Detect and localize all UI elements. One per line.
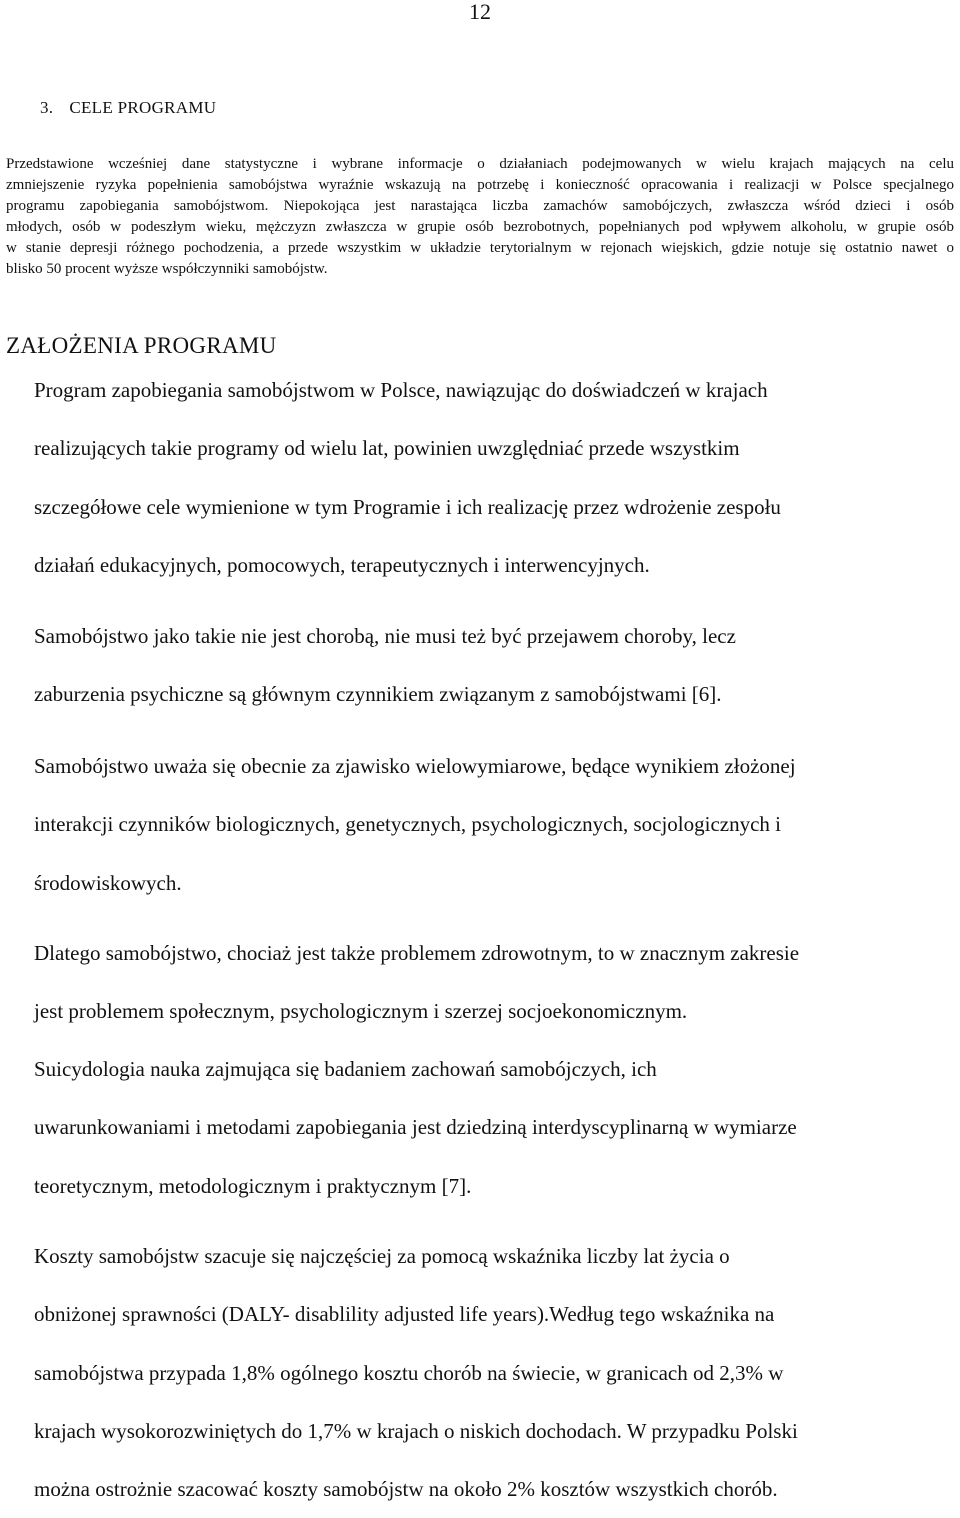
body-line: realizujących takie programy od wielu lat, powinien uwzględniać przede wszystkim [34,436,740,461]
body-line: Dlatego samobójstwo, chociaż jest także problemem zdrowotnym, to w znacznym zakresie [34,941,800,965]
intro-line: zmniejszenie ryzyka popełnienia samobójstwa wyraźnie wskazują na potrzebę i konieczność opracowania i realizacji w Polsce specjalnego [6,177,954,193]
body-paragraph [34,1227,954,1518]
body-line: zaburzenia psychiczne są głównym czynnikiem związanym z samobójstwami [6]. [34,682,722,707]
section-number: 3. [40,98,54,117]
body-line: teoretycznym, metodologicznym i praktycznym [7]. [34,1173,472,1198]
intro-line: młodych, osób w podeszłym wieku, mężczyzn zwłaszcza w grupie osób bezrobotnych, popełnianych pod wpływem alkoholu, w grupie osób [6,219,954,235]
body-line: Program zapobiegania samobójstwom w Polsce, nawiązując do doświadczeń w krajach [34,378,768,402]
section-title: CELE PROGRAMU [69,98,217,117]
body-line: Koszty samobójstw szacuje się najczęściej za pomocą wskaźnika liczby lat życia o [34,1244,730,1268]
intro-line: blisko 50 procent wyższe współczynniki samobójstw. [6,261,328,277]
body-line: interakcji czynników biologicznych, genetycznych, psychologicznych, socjologicznych i [34,812,782,837]
assumptions-heading: ZAŁOŻENIA PROGRAMU [6,333,277,358]
body-line: Samobójstwo uważa się obecnie za zjawisko wielowymiarowe, będące wynikiem złożonej [34,754,796,778]
body-line: samobójstwa przypada 1,8% ogólnego kosztu chorób na świecie, w granicach od 2,3% w [34,1360,784,1385]
intro-line: Przedstawione wcześniej dane statystyczne i wybrane informacje o działaniach podejmowanych w wielu krajach mających na celu [6,156,954,172]
body-paragraph [34,924,954,1041]
body-line: można ostrożnie szacować koszty samobójstw na około 2% kosztów wszystkich chorób. [34,1477,778,1502]
body-paragraph [34,1040,954,1215]
body-line: działań edukacyjnych, pomocowych, terapeutycznych i interwencyjnych. [34,552,650,577]
section-heading [40,98,216,118]
body-line: Suicydologia nauka zajmująca się badaniem zachowań samobójczych, ich [34,1057,657,1081]
intro-line: programu zapobiegania samobójstwom. Niepokojąca jest narastająca liczba zamachów samobójczych, zwłaszcza wśród dzieci i osób [6,198,954,214]
page-number: 12 [469,0,491,24]
intro-line: w stanie depresji różnego pochodzenia, a przede wszystkim w układzie terytorialnym w rejonach wiejskich, gdzie notuje się ostatnio nawet o [6,240,954,256]
body-line: Samobójstwo jako takie nie jest chorobą, nie musi też być przejawem choroby, lecz [34,624,736,648]
body-paragraph [34,607,954,724]
body-paragraph [34,361,954,594]
intro-paragraph [6,154,954,280]
body-line: krajach wysokorozwiniętych do 1,7% w krajach o niskich dochodach. W przypadku Polski [34,1418,798,1443]
body-line: szczegółowe cele wymienione w tym Programie i ich realizację przez wdrożenie zespołu [34,494,781,519]
body-line: jest problemem społecznym, psychologicznym i szerzej socjoekonomicznym. [34,999,688,1024]
body-paragraph [34,737,954,912]
body-line: środowiskowych. [34,870,182,895]
body-line: uwarunkowaniami i metodami zapobiegania jest dziedziną interdyscyplinarną w wymiarze [34,1115,797,1140]
body-line: obniżonej sprawności (DALY- disablility adjusted life years).Według tego wskaźnika na [34,1302,775,1327]
